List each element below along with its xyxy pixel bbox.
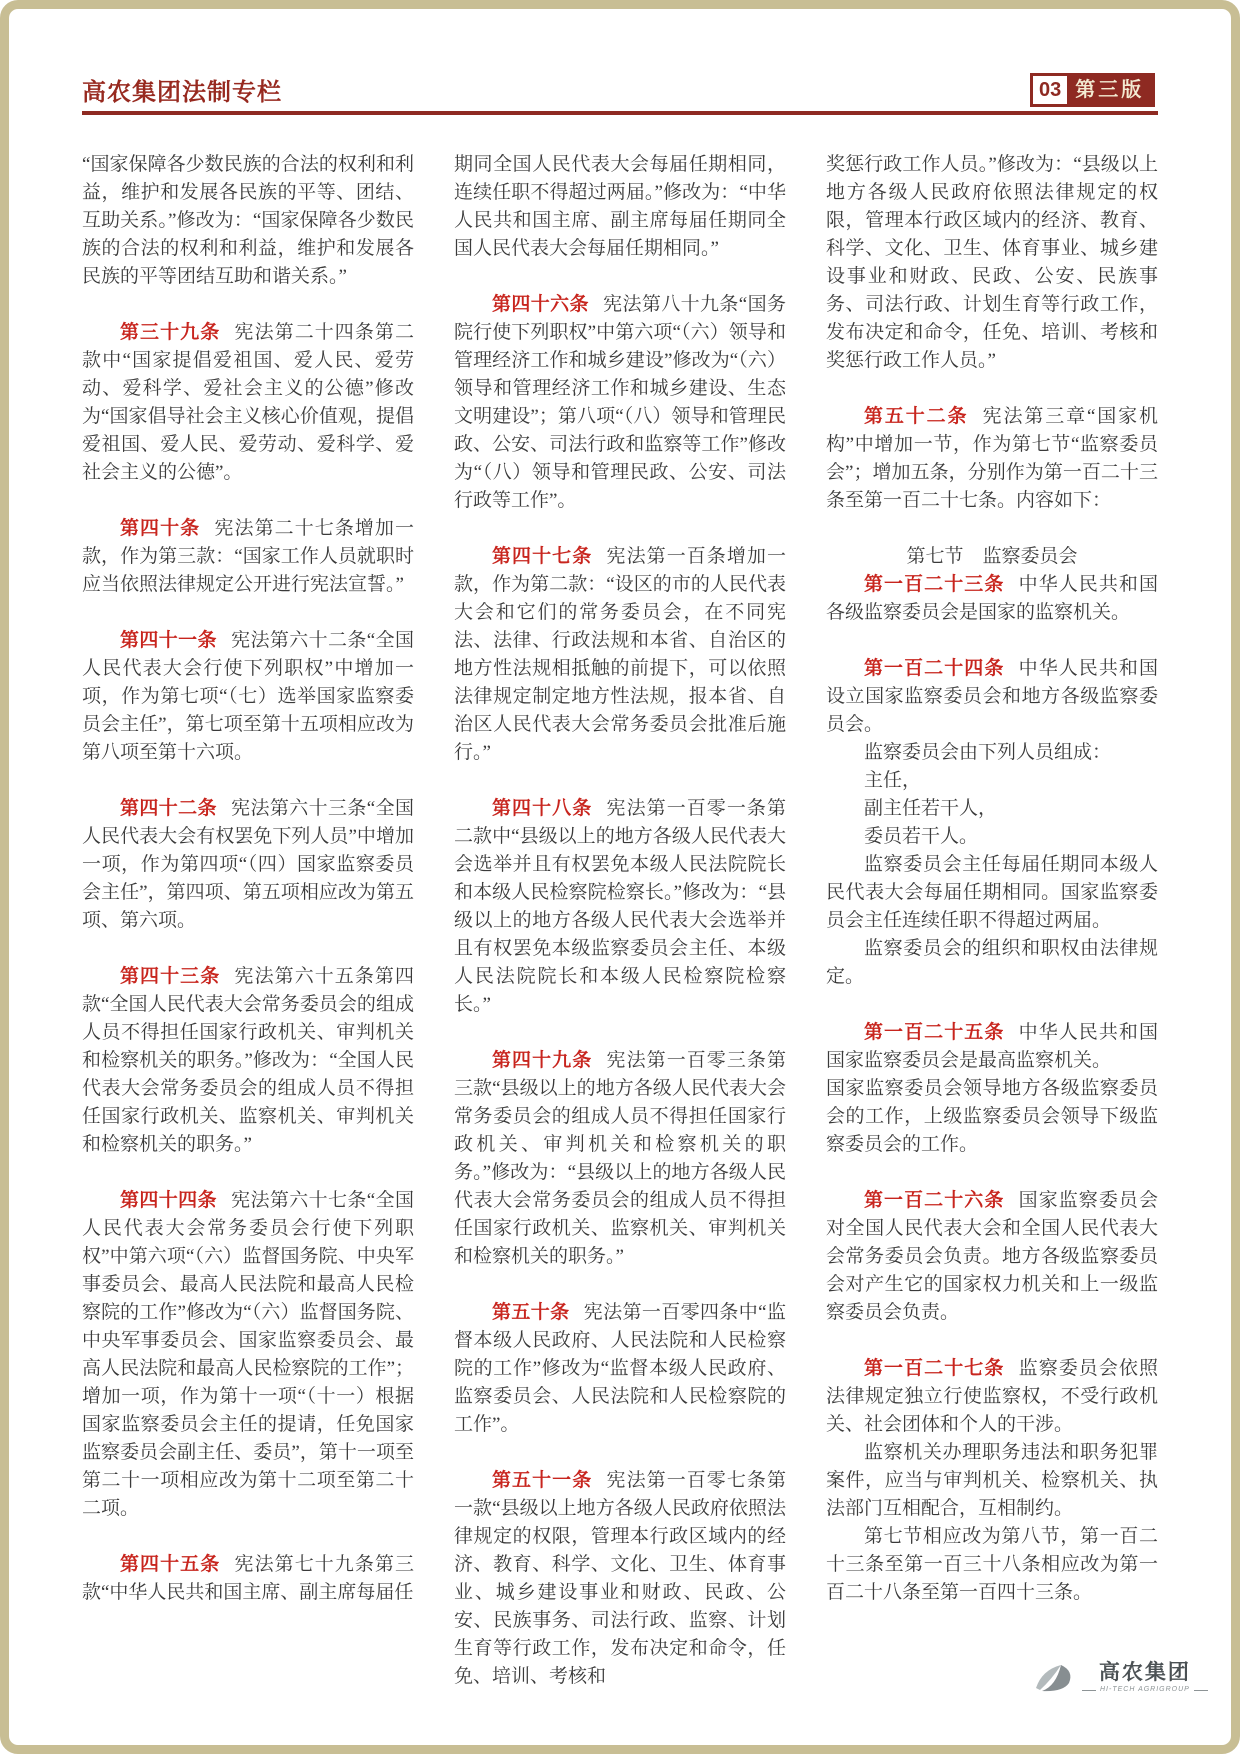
article-number: 第四十四条 (120, 1190, 217, 1211)
article-paragraph: 第四十条 宪法第二十七条增加一款，作为第三款：“国家工作人员就职时应当依照法律规定公开进行宪法宣誓。” (82, 518, 414, 595)
page-title: 高农集团法制专栏 (82, 79, 282, 106)
article-number: 第一百二十四条 (864, 658, 1005, 679)
article-number: 第三十九条 (120, 322, 221, 343)
article-number: 第四十二条 (120, 798, 217, 819)
article-paragraph: 第五十条 宪法第一百零四条中“监督本级人民政府、人民法院和人民检察院的工作”修改为“监督本级人民政府、监察委员会、人民法院和人民检察院的工作”。 (454, 1302, 786, 1435)
header-rule (82, 111, 1158, 115)
article-paragraph: 第五十一条 宪法第一百零七条第一款“县级以上地方各级人民政府依照法律规定的权限，管理本行政区域内的经济、教育、科学、文化、卫生、体育事业、城乡建设事业和财政、民政、公安、民族事务、司法行政、监察、计划生育等行政工作，发布决定和命令，任免、培训、考核和 (454, 1470, 786, 1687)
article-paragraph: 第四十九条 宪法第一百零三条第三款“县级以上的地方各级人民代表大会常务委员会的组成人员不得担任国家行政机关、审判机关和检察机关的职务。”修改为：“县级以上的地方各级人民代表大会常务委员会的组成人员不得担任国家行政机关、监察机关、审判机关和检察机关的职务。” (454, 1050, 786, 1267)
article-number: 第一百二十三条 (864, 574, 1005, 595)
article-number: 第一百二十五条 (864, 1022, 1005, 1043)
tagline-dash-left (1082, 1690, 1096, 1691)
edition-badge (1030, 73, 1155, 107)
article-paragraph: 第四十一条 宪法第六十二条“全国人民代表大会行使下列职权”中增加一项，作为第七项“（七）选举国家监察委员会主任”，第七项至第十五项相应改为第八项至第十六项。 (82, 630, 414, 763)
article-paragraph: 第一百二十六条 国家监察委员会对全国人民代表大会和全国人民代表大会常务委员会负责。地方各级监察委员会对产生它的国家权力机关和上一级监察委员会负责。 (826, 1190, 1158, 1323)
article-content (82, 151, 1158, 1691)
article-paragraph: 第四十七条 宪法第一百条增加一款，作为第二款：“设区的市的人民代表大会和它们的常务委员会，在不同宪法、法律、行政法规和本省、自治区的地方性法规相抵触的前提下，可以依照法律规定制定地方性法规，报本省、自治区人民代表大会常务委员会批准后施行。” (454, 546, 786, 763)
article-number: 第四十八条 (492, 798, 593, 819)
article-number: 第一百二十六条 (864, 1190, 1005, 1211)
article-paragraph: 第四十三条 宪法第六十五条第四款“全国人民代表大会常务委员会的组成人员不得担任国家行政机关、审判机关和检察机关的职务。”修改为：“全国人民代表大会常务委员会的组成人员不得担任国家行政机关、监察机关、审判机关和检察机关的职务。” (82, 966, 414, 1155)
article-number: 第五十条 (492, 1302, 570, 1323)
article-paragraph: 第四十八条 宪法第一百零一条第二款中“县级以上的地方各级人民代表大会选举并且有权罢免本级人民法院院长和本级人民检察院检察长。”修改为：“县级以上的地方各级人民代表大会选举并且有权罢免本级监察委员会主任、本级人民法院院长和本级人民检察院检察长。” (454, 798, 786, 1015)
article-paragraph: 第四十二条 宪法第六十三条“全国人民代表大会有权罢免下列人员”中增加一项，作为第四项“（四）国家监察委员会主任”，第四项、第五项相应改为第五项、第六项。 (82, 798, 414, 931)
article-number: 第四十三条 (120, 966, 221, 987)
tagline-text: HI-TECH AGRIGROUP (1100, 1686, 1190, 1693)
publisher-logo (1033, 1661, 1208, 1695)
article-paragraph: 第三十九条 宪法第二十四条第二款中“国家提倡爱祖国、爱人民、爱劳动、爱科学、爱社会主义的公德”修改为“国家倡导社会主义核心价值观，提倡爱祖国、爱人民、爱劳动、爱科学、爱社会主义的公德”。 (82, 322, 414, 483)
body-paragraph: 主任， (864, 770, 922, 791)
article-number: 第一百二十七条 (864, 1358, 1005, 1379)
text-column-3 (826, 151, 1158, 1691)
article-number: 第四十条 (120, 518, 201, 539)
body-paragraph: 监察机关办理职务违法和职务犯罪案件，应当与审判机关、检察机关、执法部门互相配合，互相制约。 (826, 1442, 1158, 1519)
body-paragraph: 监察委员会由下列人员组成： (864, 742, 1112, 763)
logo-name: 高农集团 (1098, 1661, 1191, 1684)
page-number: 03 (1033, 76, 1067, 104)
leaf-icon (1033, 1661, 1075, 1695)
article-number: 第四十七条 (492, 546, 593, 567)
tagline-dash-right (1194, 1690, 1208, 1691)
article-paragraph: 第一百二十四条 中华人民共和国设立国家监察委员会和地方各级监察委员会。 (826, 658, 1158, 735)
body-paragraph: 监察委员会主任每届任期同本级人民代表大会每届任期相同。国家监察委员会主任连续任职不得超过两届。 (826, 854, 1158, 931)
body-paragraph: 第七节相应改为第八节，第一百二十三条至第一百三十八条相应改为第一百二十八条至第一百四十三条。 (826, 1526, 1158, 1603)
article-number: 第四十九条 (492, 1050, 593, 1071)
section-heading: 第七节 监察委员会 (906, 546, 1078, 567)
body-paragraph: 国家监察委员会领导地方各级监察委员会的工作，上级监察委员会领导下级监察委员会的工作。 (826, 1078, 1158, 1155)
article-paragraph: 第四十五条 宪法第七十九条第三款“中华人民共和国主席、副主席每届任 (82, 1554, 414, 1603)
body-paragraph: 期同全国人民代表大会每届任期相同，连续任职不得超过两届。”修改为：“中华人民共和国主席、副主席每届任期同全国人民代表大会每届任期相同。” (454, 154, 786, 259)
logo-tagline (1082, 1686, 1208, 1694)
article-paragraph: 第四十六条 宪法第八十九条“国务院行使下列职权”中第六项“（六）领导和管理经济工作和城乡建设”修改为“（六）领导和管理经济工作和城乡建设、生态文明建设”；第八项“（八）领导和管理民政、公安、司法行政和监察等工作”修改为“（八）领导和管理民政、公安、司法行政等工作”。 (454, 294, 786, 511)
body-paragraph: 副主任若干人， (864, 798, 998, 819)
body-paragraph: 监察委员会的组织和职权由法律规定。 (826, 938, 1158, 987)
article-paragraph: 第一百二十三条 中华人民共和国各级监察委员会是国家的监察机关。 (826, 574, 1158, 623)
article-paragraph: 第五十二条 宪法第三章“国家机构”中增加一节，作为第七节“监察委员会”；增加五条，分别作为第一百二十三条至第一百二十七条。内容如下： (826, 406, 1158, 511)
logo-text-block (1082, 1662, 1208, 1694)
article-paragraph: 第一百二十五条 中华人民共和国国家监察委员会是最高监察机关。 (826, 1022, 1158, 1071)
article-number: 第四十一条 (120, 630, 217, 651)
article-number: 第四十五条 (120, 1554, 221, 1575)
article-number: 第五十一条 (492, 1470, 593, 1491)
article-paragraph: 第四十四条 宪法第六十七条“全国人民代表大会常务委员会行使下列职权”中第六项“（六）监督国务院、中央军事委员会、最高人民法院和最高人民检察院的工作”修改为“（六）监督国务院、中央军事委员会、国家监察委员会、最高人民法院和最高人民检察院的工作”；增加一项，作为第十一项“（十一）根据国家监察委员会主任的提请，任免国家监察委员会副主任、委员”，第十一项至第二十一项相应改为第十二项至第二十二项。 (82, 1190, 414, 1519)
article-paragraph: 第一百二十七条 监察委员会依照法律规定独立行使监察权，不受行政机关、社会团体和个人的干涉。 (826, 1358, 1158, 1435)
text-column-2 (454, 151, 786, 1691)
body-paragraph: 奖惩行政工作人员。”修改为：“县级以上地方各级人民政府依照法律规定的权限，管理本行政区域内的经济、教育、科学、文化、卫生、体育事业、城乡建设事业和财政、民政、公安、民族事务、司法行政、计划生育等行政工作，发布决定和命令，任免、培训、考核和奖惩行政工作人员。” (826, 154, 1158, 371)
article-number: 第五十二条 (864, 406, 969, 427)
body-paragraph: 委员若干人。 (864, 826, 979, 847)
body-paragraph: “国家保障各少数民族的合法的权利和利益，维护和发展各民族的平等、团结、互助关系。”修改为：“国家保障各少数民族的合法的权利和利益，维护和发展各民族的平等团结互助和谐关系。” (82, 154, 414, 287)
edition-label: 第三版 (1067, 76, 1152, 104)
article-number: 第四十六条 (492, 294, 589, 315)
text-column-1 (82, 151, 414, 1691)
